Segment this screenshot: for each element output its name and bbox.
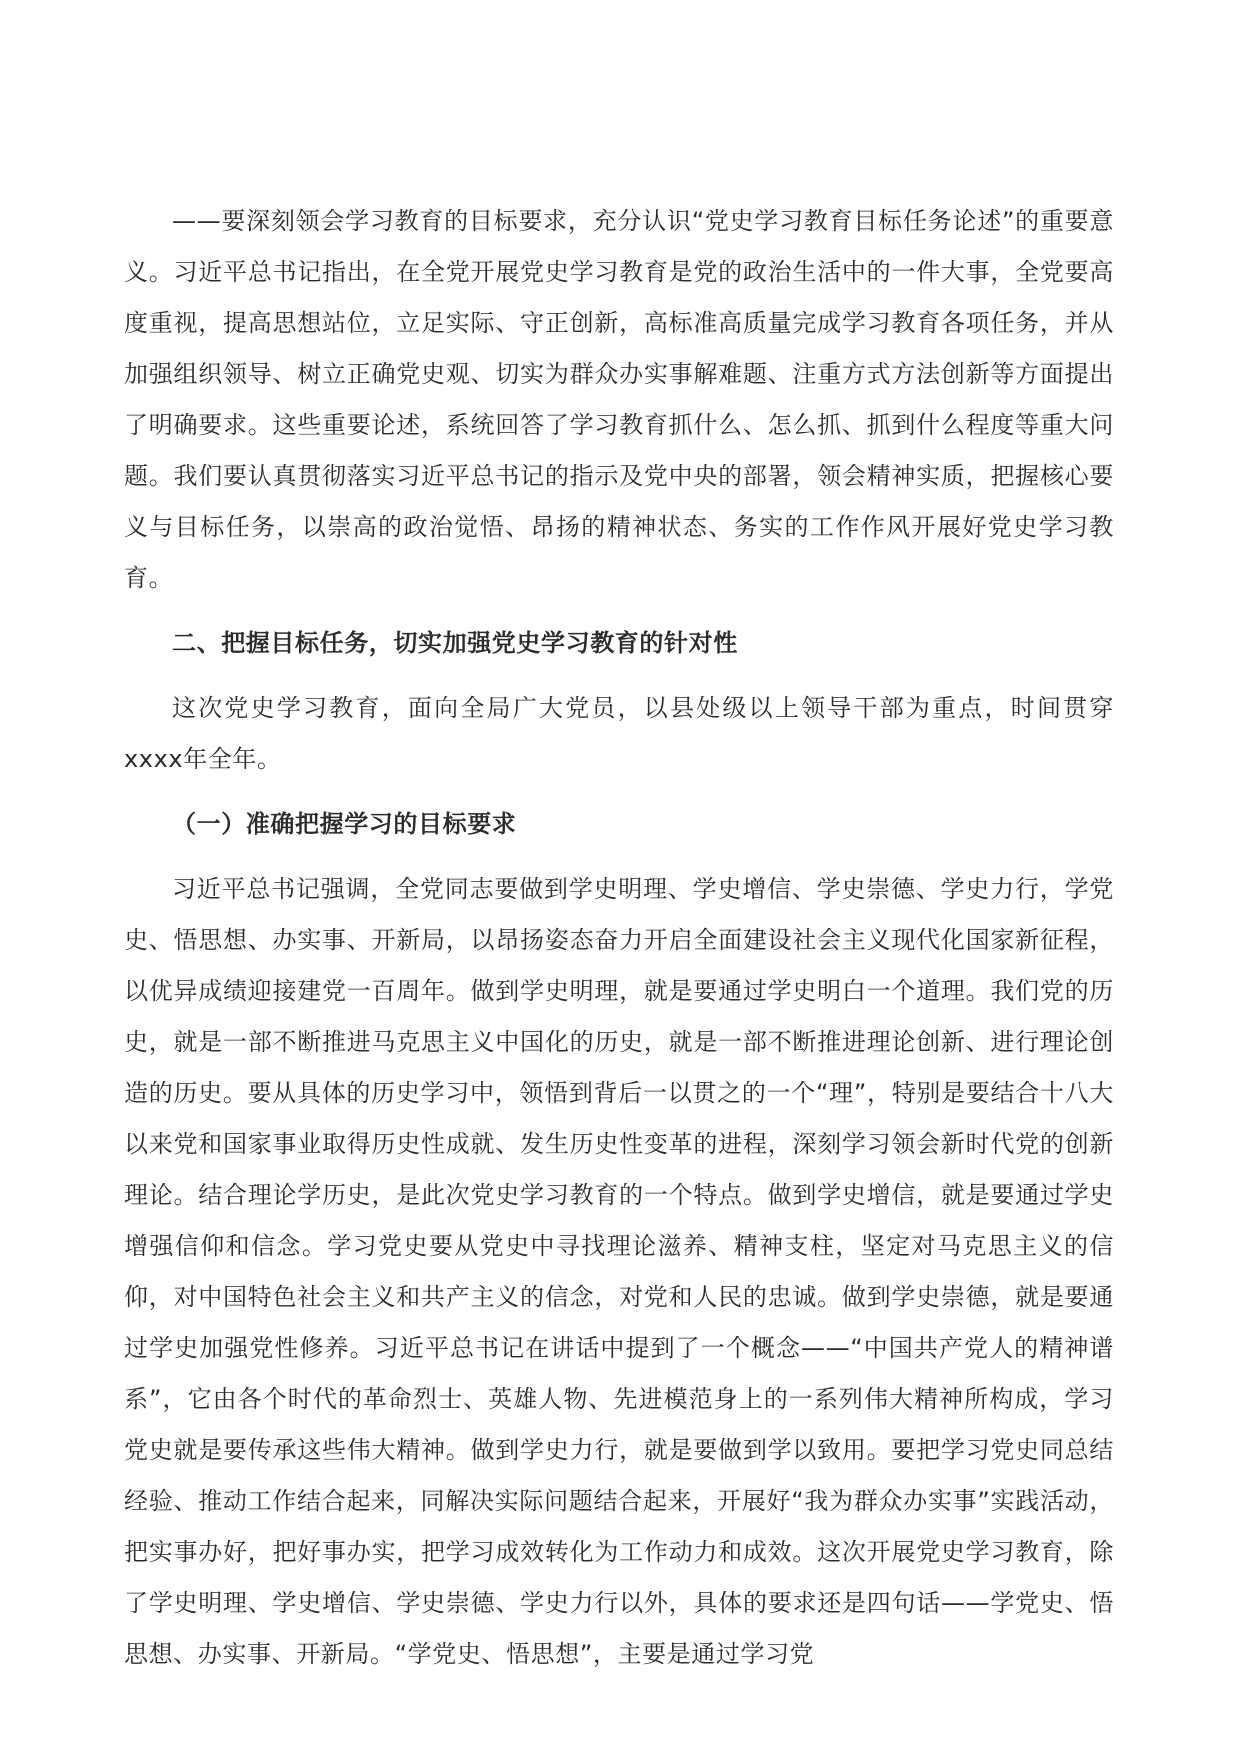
- paragraph-goal-requirements: ——要深刻领会学习教育的目标要求，充分认识“党史学习教育目标任务论述”的重要意义。习近平总书记指出，在全党开展党史学习教育是党的政治生活中的一件大事，全党要高度重视，提高思想站位，立足实际、守正创新，高标准高质量完成学习教育各项任务，并从加强组织领导、树立正确党史观、切实为群众办实事解难题、注重方式方法创新等方面提出了明确要求。这些重要论述，系统回答了学习教育抓什么、怎么抓、抓到什么程度等重大问题。我们要认真贯彻落实习近平总书记的指示及党中央的部署，领会精神实质，把握核心要义与目标任务，以崇高的政治觉悟、昂扬的精神状态、务实的工作作风开展好党史学习教育。: [124, 207, 1114, 592]
- paragraph-scope: 这次党史学习教育，面向全局广大党员，以县处级以上领导干部为重点，时间贯穿xxxx年全年。: [124, 694, 1114, 773]
- subsection-heading-1: （一）准确把握学习的目标要求: [172, 810, 517, 838]
- paragraph-study-requirements: 习近平总书记强调，全党同志要做到学史明理、学史增信、学史崇德、学史力行，学党史、悟思想、办实事、开新局，以昂扬姿态奋力开启全面建设社会主义现代化国家新征程，以优异成绩迎接建党一百周年。做到学史明理，就是要通过学史明白一个道理。我们党的历史，就是一部不断推进马克思主义中国化的历史，就是一部不断推进理论创新、进行理论创造的历史。要从具体的历史学习中，领悟到背后一以贯之的一个“理”，特别是要结合十八大以来党和国家事业取得历史性成就、发生历史性变革的进程，深刻学习领会新时代党的创新理论。结合理论学历史，是此次党史学习教育的一个特点。做到学史增信，就是要通过学史增强信仰和信念。学习党史要从党史中寻找理论滋养、精神支柱，坚定对马克思主义的信仰，对中国特色社会主义和共产主义的信念，对党和人民的忠诚。做到学史崇德，就是要通过学史加强党性修养。习近平总书记在讲话中提到了一个概念——“中国共产党人的精神谱系”，它由各个时代的革命烈士、英雄人物、先进模范身上的一系列伟大精神所构成，学习党史就是要传承这些伟大精神。做到学史力行，就是要做到学以致用。要把学习党史同总结经验、推动工作结合起来，同解决实际问题结合起来，开展好“我为群众办实事”实践活动，把实事办好，把好事办实，把学习成效转化为工作动力和成效。这次开展党史学习教育，除了学史明理、学史增信、学史崇德、学史力行以外，具体的要求还是四句话——学党史、悟思想、办实事、开新局。“学党史、悟思想”，主要是通过学习党: [124, 875, 1114, 1668]
- section-heading-2: 二、把握目标任务，切实加强党史学习教育的针对性: [172, 629, 738, 657]
- document-body: [124, 196, 1114, 1680]
